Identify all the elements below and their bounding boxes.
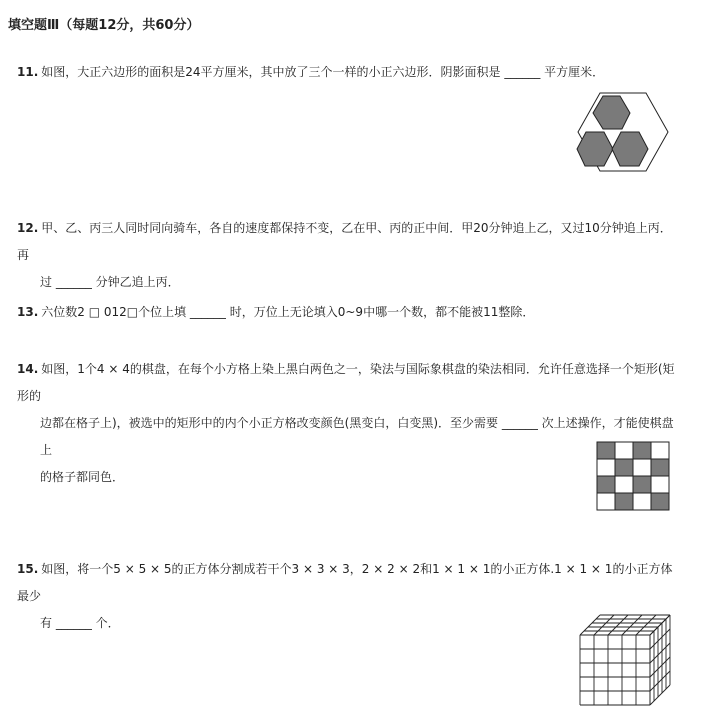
- question-text: 甲、乙、丙三人同时同向骑车，各自的速度都保持不变，乙在甲、丙的正中间．甲20分钟追上乙，又过10分钟追上丙．再: [17, 221, 672, 262]
- board-cell: [651, 493, 669, 510]
- question-text: 如图，将一个5 × 5 × 5的正方体分割成若干个3 × 3 × 3，2 × 2 × 2和1 × 1 × 1的小正方体.1 × 1 × 1的小正方体最少: [17, 562, 673, 603]
- question-number: 15.: [17, 562, 39, 576]
- question-text: 如图，大正六边形的面积是24平方厘米，其中放了三个一样的小正六边形．阴影面积是 ______ 平方厘米．: [41, 65, 605, 79]
- question-text-continued: 的格子都同色．: [40, 470, 125, 484]
- question-number: 13.: [17, 305, 39, 319]
- board-cell: [615, 476, 633, 493]
- checkerboard-figure: [596, 441, 672, 513]
- board-cell: [615, 459, 633, 476]
- board-cell: [597, 442, 615, 459]
- board-cell: [651, 459, 669, 476]
- board-cell: [651, 476, 669, 493]
- board-cell: [633, 459, 651, 476]
- question-number: 14.: [17, 362, 39, 376]
- cube-figure: [578, 613, 674, 709]
- board-cell: [597, 493, 615, 510]
- board-cell: [633, 493, 651, 510]
- question-number: 11.: [17, 65, 39, 79]
- question-text: 六位数2 □ 012□个位上填 ______ 时，万位上无论填入0~9中哪一个数，都不能被11整除．: [41, 305, 535, 319]
- section-title: 填空题Ⅲ（每题12分，共60分）: [8, 18, 200, 33]
- question-number: 12.: [17, 221, 39, 235]
- question-13: [17, 299, 682, 326]
- question-text-continued: 过 ______ 分钟乙追上丙．: [40, 275, 180, 289]
- question-14: [17, 356, 682, 491]
- board-cell: [615, 442, 633, 459]
- question-text: 如图，1个4 × 4的棋盘，在每个小方格上染上黑白两色之一，染法与国际象棋盘的染法相同．允许任意选择一个矩形(矩形的: [17, 362, 675, 403]
- board-cell: [597, 459, 615, 476]
- question-12: [17, 215, 682, 296]
- board-cell: [615, 493, 633, 510]
- question-text-continued: 有 ______ 个．: [40, 616, 120, 630]
- board-cell: [597, 476, 615, 493]
- board-cell: [633, 476, 651, 493]
- hexagon-figure: [575, 88, 675, 176]
- question-text-continued: 边都在格子上)，被选中的矩形中的内个小正方格改变颜色(黑变白，白变黑)．至少需要 ______ 次上述操作，才能使棋盘上: [40, 416, 674, 457]
- board-cell: [651, 442, 669, 459]
- board-cell: [633, 442, 651, 459]
- question-11: [17, 59, 682, 86]
